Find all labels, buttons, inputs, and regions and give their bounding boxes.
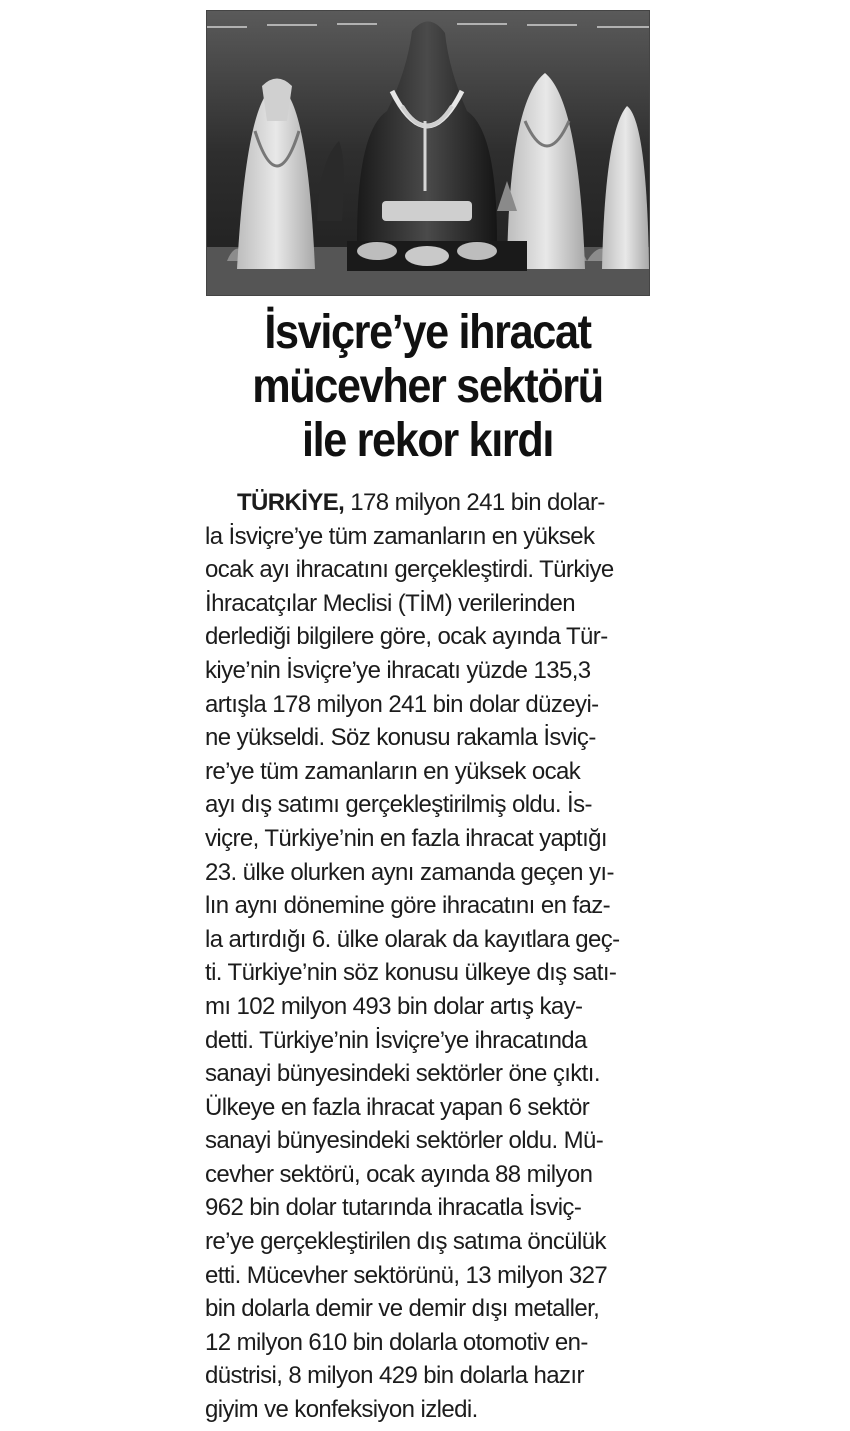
body-line: derlediği bilgilere göre, ocak ayında Tür- — [205, 623, 608, 651]
body-line: düstrisi, 8 milyon 429 bin dolarla hazır — [205, 1362, 584, 1390]
body-line: re’ye tüm zamanların en yüksek ocak — [205, 757, 581, 785]
body-line: ti. Türkiye’nin söz konusu ülkeye dış satı- — [205, 959, 617, 987]
body-line: etti. Mücevher sektörünü, 13 milyon 327 — [205, 1261, 608, 1289]
body-line: detti. Türkiye’nin İsviçre’ye ihracatında — [205, 1026, 587, 1054]
body-line: ne yükseldi. Söz konusu rakamla İsviç- — [205, 724, 596, 752]
body-line: bin dolarla demir ve demir dışı metaller, — [205, 1295, 600, 1323]
body-line: ayı dış satımı gerçekleştirilmiş oldu. İs- — [205, 791, 592, 819]
body-line: giyim ve konfeksiyon izledi. — [205, 1396, 478, 1424]
body-line: 23. ülke olurken aynı zamanda geçen yı- — [205, 858, 614, 886]
dateline: TÜRKİYE, — [237, 489, 345, 516]
body-line: artışla 178 milyon 241 bin dolar düzeyi- — [205, 690, 599, 718]
body-line: sanayi bünyesindeki sektörler oldu. Mü- — [205, 1127, 604, 1155]
article-photo — [206, 10, 650, 296]
body-line: lın aynı dönemine göre ihracatını en faz- — [205, 892, 610, 920]
headline-line: mücevher sektörü — [252, 360, 603, 413]
headline-line: İsviçre’ye ihracat — [264, 306, 591, 359]
body-line: cevher sektörü, ocak ayında 88 milyon — [205, 1160, 593, 1188]
headline-line: ile rekor kırdı — [301, 414, 554, 467]
body-line: 962 bin dolar tutarında ihracatla İsviç- — [205, 1194, 582, 1222]
body-line: İhracatçılar Meclisi (TİM) verilerinden — [205, 589, 576, 617]
body-line: Ülkeye en fazla ihracat yapan 6 sektör — [205, 1093, 590, 1121]
body-line: kiye’nin İsviçre’ye ihracatı yüzde 135,3 — [205, 656, 591, 684]
body-first-line — [205, 486, 651, 520]
body-line: la artırdığı 6. ülke olarak da kayıtlara geç- — [205, 925, 620, 953]
article-body — [205, 486, 651, 1427]
body-line: 12 milyon 610 bin dolarla otomotiv en- — [205, 1328, 588, 1356]
article-headline — [214, 306, 642, 468]
body-line: la İsviçre’ye tüm zamanların en yüksek — [205, 522, 595, 550]
body-line: viçre, Türkiye’nin en fazla ihracat yaptığı — [205, 824, 607, 852]
body-line: ocak ayı ihracatını gerçekleştirdi. Türkiye — [205, 556, 614, 584]
jewelry-display-photo-icon — [207, 11, 649, 295]
body-line: sanayi bünyesindeki sektörler öne çıktı. — [205, 1060, 600, 1088]
body-line: re’ye gerçekleştirilen dış satıma öncülük — [205, 1228, 606, 1256]
body-first-line-text: 178 milyon 241 bin dolar- — [344, 489, 605, 516]
body-line: mı 102 milyon 493 bin dolar artış kay- — [205, 992, 583, 1020]
